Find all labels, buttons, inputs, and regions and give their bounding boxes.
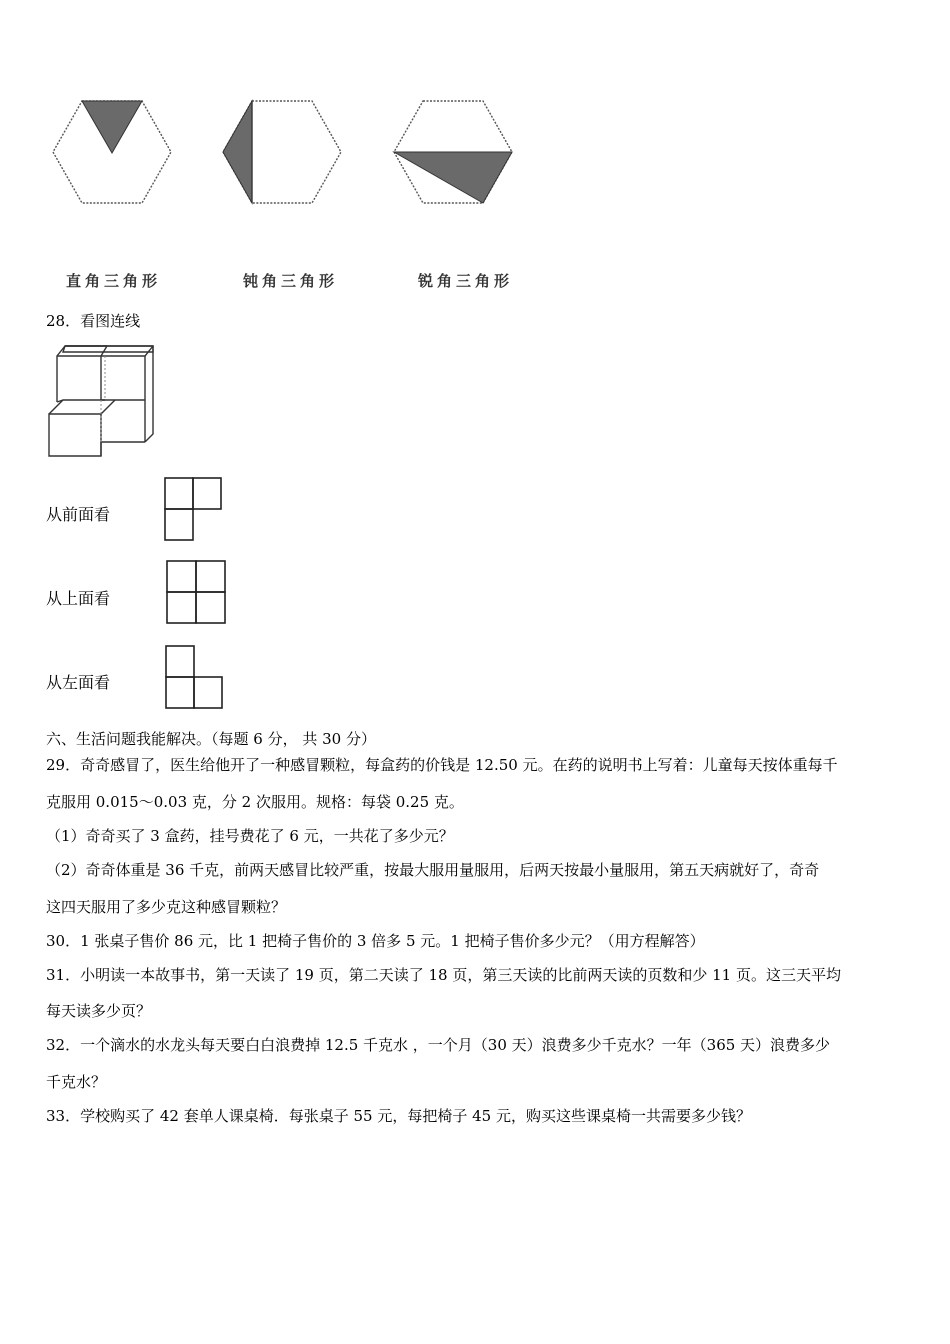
caption-acute-triangle: 锐角三角形 — [418, 272, 514, 290]
q31-line2: 每天读多少页？ — [46, 1002, 152, 1020]
left-view-grid — [164, 644, 226, 710]
q29-sub1: （1）奇奇买了 3 盒药，挂号费花了 6 元，一共花了多少元？ — [46, 827, 454, 845]
front-view-grid — [163, 476, 225, 542]
hexagon-obtuse-triangle-figure — [218, 95, 346, 210]
caption-obtuse-triangle: 钝角三角形 — [243, 272, 339, 290]
hexagon-acute-triangle-figure — [389, 95, 517, 210]
q28-title: 28．看图连线 — [46, 312, 141, 330]
shaded-obtuse-triangle — [223, 101, 252, 203]
hexagon-right-triangle-figure — [50, 95, 175, 210]
q33-line1: 33．学校购买了 42 套单人课桌椅．每张桌子 55 元，每把椅子 45 元，购买这些课桌椅一共需要多少钱？ — [46, 1107, 751, 1125]
q29-line1: 29．奇奇感冒了，医生给他开了一种感冒颗粒，每盒药的价钱是 12.50 元。在药的说明书上写着：儿童每天按体重每千 — [46, 756, 838, 774]
view-label-front: 从前面看 — [46, 505, 111, 524]
q32-line1: 32．一个滴水的水龙头每天要白白浪费掉 12.5 千克水 ，一个月（30 天）浪费多少千克水？一年（365 天）浪费多少 — [46, 1036, 831, 1054]
view-label-top: 从上面看 — [46, 589, 111, 608]
caption-right-triangle: 直角三角形 — [66, 272, 162, 290]
cube-stack-figure — [45, 342, 157, 460]
q30-line1: 30．1 张桌子售价 86 元，比 1 把椅子售价的 3 倍多 5 元。1 把椅子售价多少元？（用方程解答） — [46, 932, 705, 950]
q29-sub2-line2: 这四天服用了多少克这种感冒颗粒？ — [46, 898, 287, 916]
top-view-grid — [165, 559, 229, 626]
section6-heading: 六、生活问题我能解决。（每题 6 分， 共 30 分） — [46, 730, 376, 748]
q32-line2: 千克水？ — [46, 1073, 107, 1091]
q29-line2: 克服用 0.015～0.03 克，分 2 次服用。规格：每袋 0.25 克。 — [46, 793, 464, 811]
shaded-right-triangle — [82, 101, 142, 153]
shaded-acute-triangle — [394, 152, 512, 203]
q29-sub2-line1: （2）奇奇体重是 36 千克，前两天感冒比较严重，按最大服用量服用，后两天按最小量服用，第五天病就好了，奇奇 — [46, 861, 820, 879]
q31-line1: 31．小明读一本故事书，第一天读了 19 页，第二天读了 18 页，第三天读的比前两天读的页数和少 11 页。这三天平均 — [46, 966, 841, 984]
view-label-left: 从左面看 — [46, 673, 111, 692]
